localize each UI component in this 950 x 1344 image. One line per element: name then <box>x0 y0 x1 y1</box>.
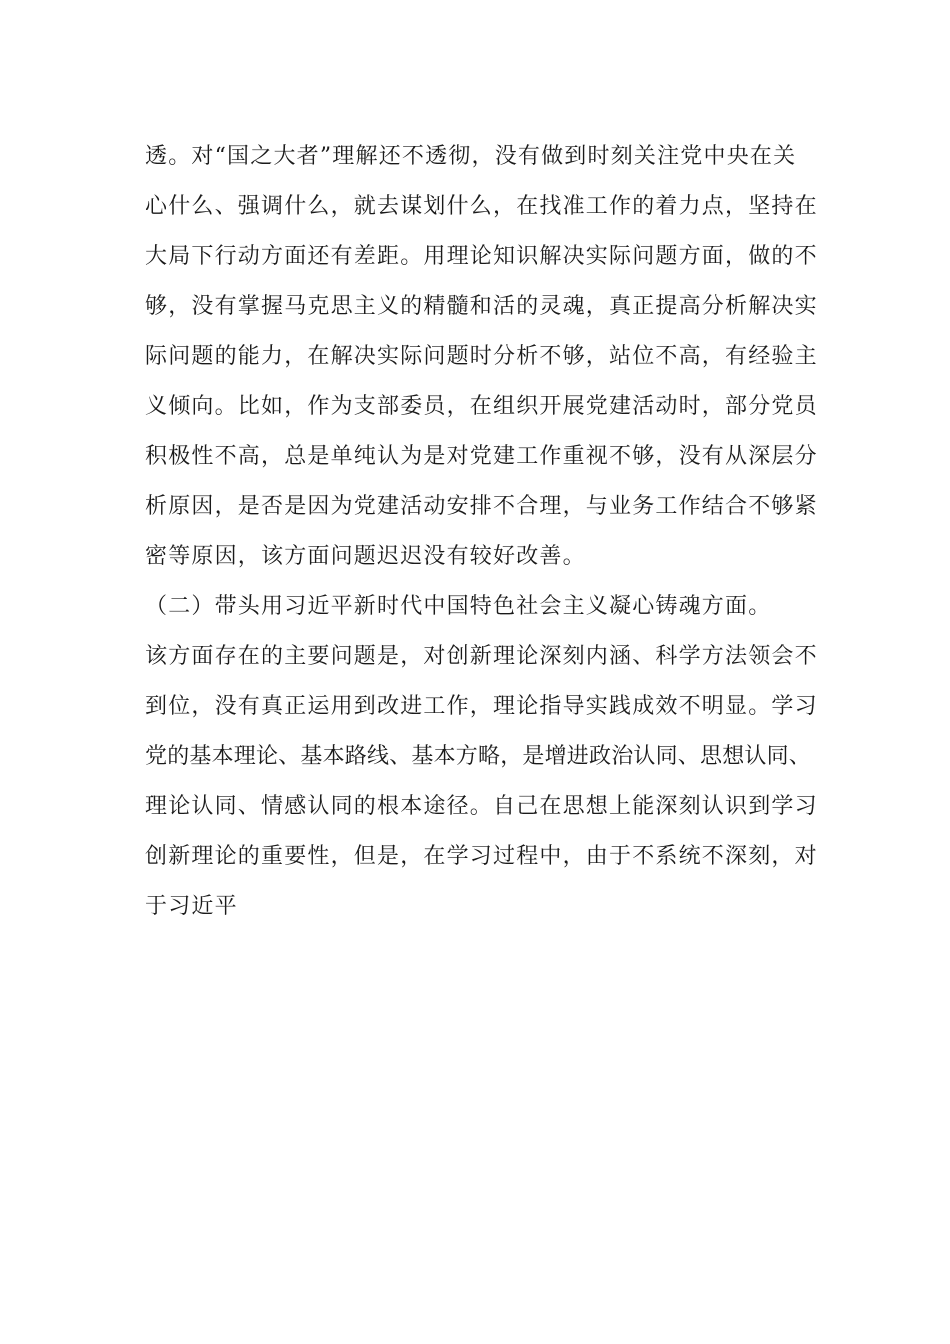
text-line: 于习近平 <box>145 894 238 919</box>
text-line: 够，没有掌握马克思主义的精髓和活的灵魂，真正提高分析解决实 <box>145 294 818 319</box>
section-heading: （二）带头用习近平新时代中国特色社会主义凝心铸魂方面。 <box>145 594 772 619</box>
text-line: 党的基本理论、基本路线、基本方略，是增进政治认同、思想认同、 <box>145 744 812 769</box>
text-line: 透。对“国之大者”理解还不透彻，没有做到时刻关注党中央在关 <box>145 144 797 169</box>
paragraph-2 <box>145 632 845 932</box>
text-line: 积极性不高，总是单纯认为是对党建工作重视不够，没有从深层分 <box>145 444 818 469</box>
text-line: 析原因，是否是因为党建活动安排不合理，与业务工作结合不够紧 <box>145 494 818 519</box>
text-line: 心什么、强调什么，就去谋划什么，在找准工作的着力点，坚持在 <box>145 194 818 219</box>
text-line: 密等原因，该方面问题迟迟没有较好改善。 <box>145 544 586 569</box>
text-line: 理论认同、情感认同的根本途径。自己在思想上能深刻认识到学习 <box>145 794 818 819</box>
text-line: 到位，没有真正运用到改进工作，理论指导实践成效不明显。学习 <box>145 694 818 719</box>
text-line: 创新理论的重要性，但是，在学习过程中，由于不系统不深刻，对 <box>145 844 818 869</box>
text-line: 际问题的能力，在解决实际问题时分析不够，站位不高，有经验主 <box>145 344 818 369</box>
text-line: 该方面存在的主要问题是，对创新理论深刻内涵、科学方法领会不 <box>145 644 818 669</box>
paragraph-1 <box>145 132 845 582</box>
text-line: 义倾向。比如，作为支部委员，在组织开展党建活动时，部分党员 <box>145 394 818 419</box>
text-line: 大局下行动方面还有差距。用理论知识解决实际问题方面，做的不 <box>145 244 818 269</box>
document-body <box>145 132 845 932</box>
